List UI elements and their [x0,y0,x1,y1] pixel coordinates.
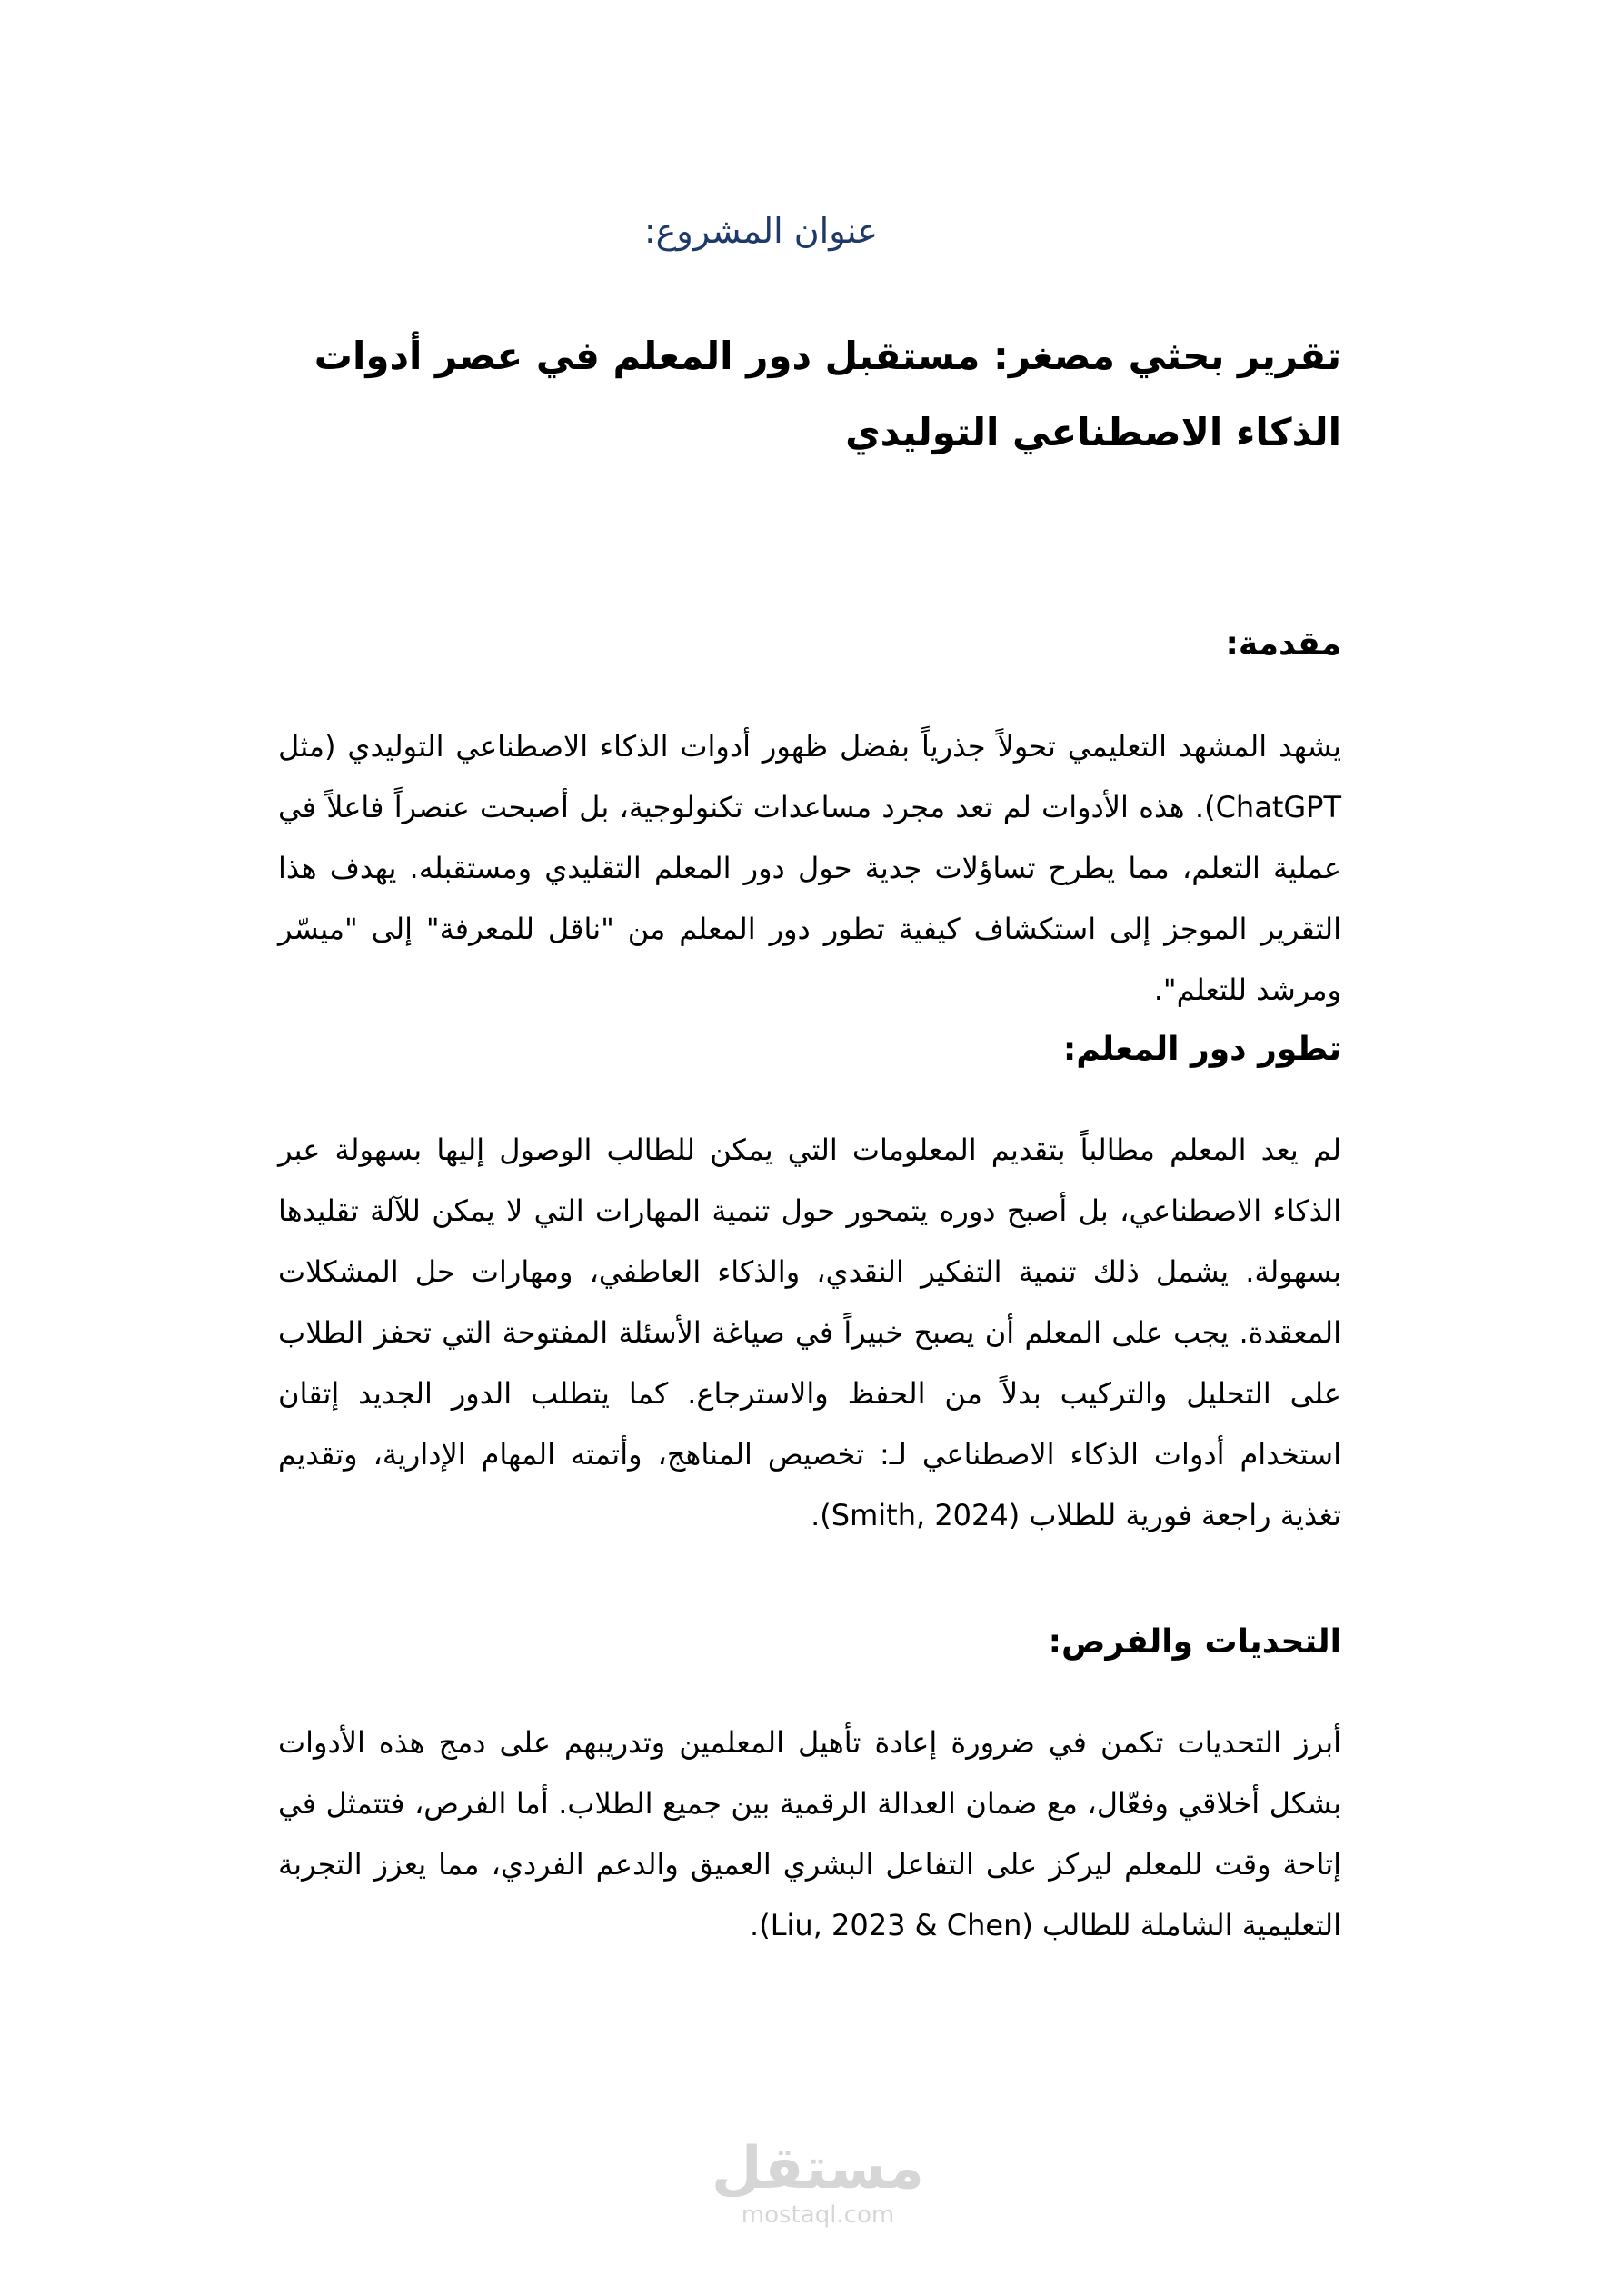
watermark-domain: mostaql.com [741,2201,895,2229]
mostaql-watermark-logo [709,2136,927,2229]
section-heading-introduction: مقدمة: [1225,625,1341,663]
section-heading-teacher-role: تطور دور المعلم: [1062,1031,1341,1068]
section-body-introduction: يشهد المشهد التعليمي تحولاً جذرياً بفضل ظهور أدوات الذكاء الاصطناعي التوليدي (مثل ChatGPT). هذه الأدوات لم تعد مجرد مساعدات تكنولوجية، بل أصبحت عنصراً فاعلاً في عملية التعلم، مما يطرح تساؤلات جدية حول دور المعلم التقليدي ومستقبله. يهدف هذا التقرير الموجز إلى استكشاف كيفية تطور دور المعلم من "ناقل للمعرفة" إلى "ميسّر ومرشد للتعلم". [278,729,1341,1007]
document-title: تقرير بحثي مصغر: مستقبل دور المعلم في عصر أدوات الذكاء الاصطناعي التوليدي [314,334,1341,454]
section-heading-challenges: التحديات والفرص: [1048,1623,1341,1661]
watermark-logo-text: مستقل [711,2135,925,2202]
project-label: عنوان المشروع: [643,211,878,251]
section-body-challenges: أبرز التحديات تكمن في ضرورة إعادة تأهيل المعلمين وتدريبهم على دمج هذه الأدوات بشكل أخلاقي وفعّال، مع ضمان العدالة الرقمية بين جميع الطلاب. أما الفرص، فتتمثل في إتاحة وقت للمعلم ليركز على التفاعل البشري العميق والدعم الفردي، مما يعزز التجربة التعليمية الشاملة للطالب (Liu, 2023 & Chen). [278,1725,1341,1942]
section-body-teacher-role: لم يعد المعلم مطالباً بتقديم المعلومات التي يمكن للطالب الوصول إليها بسهولة عبر الذكاء الاصطناعي، بل أصبح دوره يتمحور حول تنمية المهارات التي لا يمكن للآلة تقليدها بسهولة. يشمل ذلك تنمية التفكير النقدي، والذكاء العاطفي، ومهارات حل المشكلات المعقدة. يجب على المعلم أن يصبح خبيراً في صياغة الأسئلة المفتوحة التي تحفز الطلاب على التحليل والتركيب بدلاً من الحفظ والاسترجاع. كما يتطلب الدور الجديد إتقان استخدام أدوات الذكاء الاصطناعي لـ: تخصيص المناهج، وأتمته المهام الإدارية، وتقديم تغذية راجعة فورية للطلاب (Smith, 2024). [278,1133,1341,1532]
